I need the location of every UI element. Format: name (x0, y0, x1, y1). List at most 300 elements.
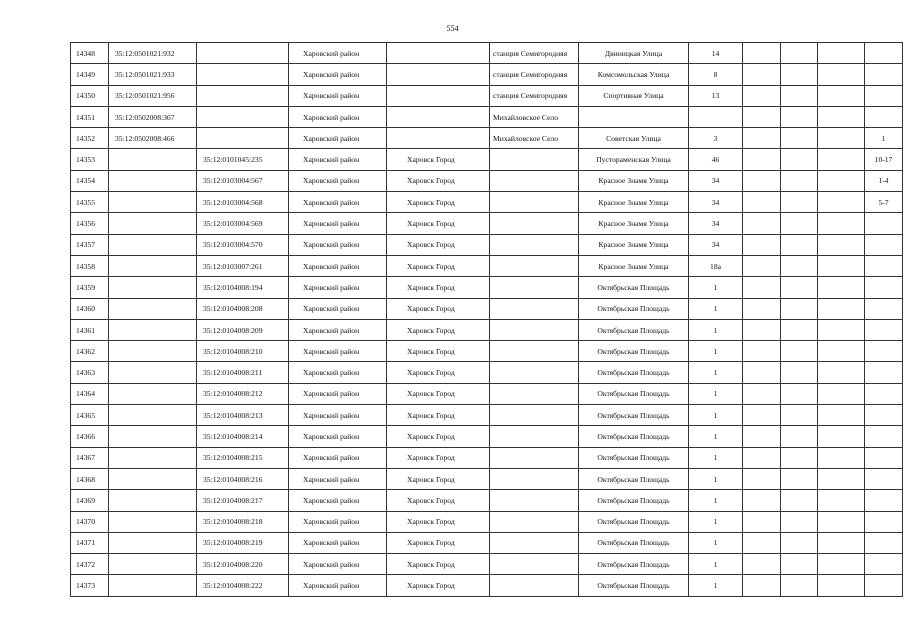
apartment-cell (865, 43, 903, 64)
house-number-cell: 18а (689, 255, 743, 276)
table-row (71, 43, 903, 64)
apartment-cell (865, 277, 903, 298)
table-row (71, 128, 903, 149)
street-cell: Комсомольская Улица (579, 64, 689, 85)
settlement-cell: станция Семигородняя (490, 85, 579, 106)
house-number-cell: 1 (689, 383, 743, 404)
street-cell: Октябрьская Площадь (579, 575, 689, 596)
block-cell (818, 64, 865, 85)
structure-cell (781, 298, 818, 319)
building-cell (743, 532, 781, 553)
settlement-cell (490, 149, 579, 170)
building-cell (743, 213, 781, 234)
apartment-cell (865, 213, 903, 234)
district-cell: Харовский район (289, 234, 387, 255)
city-cell: Харовск Город (387, 490, 490, 511)
structure-cell (781, 575, 818, 596)
building-cadastral-number-cell: 35:12:0104008:209 (197, 319, 289, 340)
row-number-cell: 14354 (71, 170, 109, 191)
city-cell: Харовск Город (387, 362, 490, 383)
cadastral-number-cell (109, 234, 197, 255)
row-number-cell: 14362 (71, 341, 109, 362)
block-cell (818, 341, 865, 362)
block-cell (818, 511, 865, 532)
table-row (71, 511, 903, 532)
row-number-cell: 14369 (71, 490, 109, 511)
house-number-cell: 1 (689, 277, 743, 298)
building-cadastral-number-cell: 35:12:0103004:567 (197, 170, 289, 191)
table-row (71, 298, 903, 319)
house-number-cell: 34 (689, 192, 743, 213)
building-cell (743, 170, 781, 191)
block-cell (818, 85, 865, 106)
house-number-cell: 3 (689, 128, 743, 149)
block-cell (818, 213, 865, 234)
table-row (71, 234, 903, 255)
city-cell: Харовск Город (387, 383, 490, 404)
table-row (71, 554, 903, 575)
house-number-cell: 1 (689, 362, 743, 383)
city-cell (387, 85, 490, 106)
district-cell: Харовский район (289, 255, 387, 276)
row-number-cell: 14349 (71, 64, 109, 85)
building-cadastral-number-cell: 35:12:0104008:214 (197, 426, 289, 447)
block-cell (818, 532, 865, 553)
district-cell: Харовский район (289, 213, 387, 234)
district-cell: Харовский район (289, 341, 387, 362)
apartment-cell (865, 468, 903, 489)
table-row (71, 341, 903, 362)
building-cadastral-number-cell (197, 106, 289, 127)
table-row (71, 213, 903, 234)
district-cell: Харовский район (289, 405, 387, 426)
district-cell: Харовский район (289, 511, 387, 532)
settlement-cell (490, 213, 579, 234)
house-number-cell (689, 106, 743, 127)
structure-cell (781, 277, 818, 298)
house-number-cell: 34 (689, 213, 743, 234)
street-cell: Октябрьская Площадь (579, 426, 689, 447)
street-cell: Октябрьская Площадь (579, 319, 689, 340)
house-number-cell: 1 (689, 532, 743, 553)
apartment-cell (865, 64, 903, 85)
city-cell: Харовск Город (387, 426, 490, 447)
district-cell: Харовский район (289, 85, 387, 106)
district-cell: Харовский район (289, 447, 387, 468)
building-cell (743, 447, 781, 468)
district-cell: Харовский район (289, 383, 387, 404)
district-cell: Харовский район (289, 362, 387, 383)
row-number-cell: 14372 (71, 554, 109, 575)
apartment-cell (865, 341, 903, 362)
house-number-cell: 1 (689, 554, 743, 575)
street-cell: Октябрьская Площадь (579, 490, 689, 511)
settlement-cell (490, 426, 579, 447)
row-number-cell: 14357 (71, 234, 109, 255)
row-number-cell: 14350 (71, 85, 109, 106)
building-cell (743, 426, 781, 447)
city-cell: Харовск Город (387, 447, 490, 468)
block-cell (818, 383, 865, 404)
street-cell: Спортивная Улица (579, 85, 689, 106)
table-row (71, 362, 903, 383)
building-cell (743, 192, 781, 213)
block-cell (818, 277, 865, 298)
house-number-cell: 1 (689, 341, 743, 362)
cadastral-number-cell (109, 405, 197, 426)
building-cell (743, 85, 781, 106)
settlement-cell (490, 362, 579, 383)
building-cadastral-number-cell (197, 85, 289, 106)
apartment-cell (865, 405, 903, 426)
street-cell: Октябрьская Площадь (579, 383, 689, 404)
row-number-cell: 14365 (71, 405, 109, 426)
apartment-cell: 1 (865, 128, 903, 149)
district-cell: Харовский район (289, 149, 387, 170)
settlement-cell (490, 170, 579, 191)
table-row (71, 575, 903, 596)
house-number-cell: 46 (689, 149, 743, 170)
row-number-cell: 14361 (71, 319, 109, 340)
structure-cell (781, 341, 818, 362)
building-cell (743, 362, 781, 383)
building-cell (743, 341, 781, 362)
building-cell (743, 277, 781, 298)
block-cell (818, 128, 865, 149)
table-row (71, 319, 903, 340)
row-number-cell: 14368 (71, 468, 109, 489)
district-cell: Харовский район (289, 490, 387, 511)
apartment-cell (865, 319, 903, 340)
settlement-cell (490, 341, 579, 362)
apartment-cell (865, 255, 903, 276)
city-cell: Харовск Город (387, 575, 490, 596)
building-cell (743, 383, 781, 404)
settlement-cell (490, 490, 579, 511)
table-row (71, 426, 903, 447)
table-row (71, 468, 903, 489)
structure-cell (781, 128, 818, 149)
house-number-cell: 14 (689, 43, 743, 64)
row-number-cell: 14356 (71, 213, 109, 234)
building-cadastral-number-cell: 35:12:0104008:212 (197, 383, 289, 404)
building-cell (743, 298, 781, 319)
building-cadastral-number-cell: 35:12:0103004:568 (197, 192, 289, 213)
city-cell: Харовск Город (387, 149, 490, 170)
structure-cell (781, 213, 818, 234)
table-row (71, 383, 903, 404)
structure-cell (781, 170, 818, 191)
city-cell: Харовск Город (387, 213, 490, 234)
street-cell: Красное Знамя Улица (579, 192, 689, 213)
street-cell: Октябрьская Площадь (579, 511, 689, 532)
street-cell: Октябрьская Площадь (579, 298, 689, 319)
block-cell (818, 43, 865, 64)
building-cadastral-number-cell: 35:12:0103004:569 (197, 213, 289, 234)
city-cell (387, 128, 490, 149)
cadastral-number-cell (109, 277, 197, 298)
house-number-cell: 1 (689, 405, 743, 426)
district-cell: Харовский район (289, 106, 387, 127)
cadastral-number-cell (109, 426, 197, 447)
settlement-cell (490, 575, 579, 596)
cadastral-number-cell (109, 298, 197, 319)
block-cell (818, 255, 865, 276)
settlement-cell (490, 319, 579, 340)
district-cell: Харовский район (289, 64, 387, 85)
cadastral-number-cell (109, 490, 197, 511)
street-cell: Октябрьская Площадь (579, 554, 689, 575)
street-cell: Октябрьская Площадь (579, 341, 689, 362)
table-row (71, 405, 903, 426)
block-cell (818, 192, 865, 213)
building-cell (743, 554, 781, 575)
structure-cell (781, 43, 818, 64)
apartment-cell (865, 447, 903, 468)
apartment-cell: 1-4 (865, 170, 903, 191)
district-cell: Харовский район (289, 575, 387, 596)
city-cell: Харовск Город (387, 405, 490, 426)
block-cell (818, 405, 865, 426)
building-cell (743, 319, 781, 340)
settlement-cell (490, 255, 579, 276)
cadastral-number-cell (109, 255, 197, 276)
structure-cell (781, 362, 818, 383)
district-cell: Харовский район (289, 298, 387, 319)
building-cadastral-number-cell: 35:12:0104008:222 (197, 575, 289, 596)
block-cell (818, 554, 865, 575)
building-cadastral-number-cell: 35:12:0104008:215 (197, 447, 289, 468)
row-number-cell: 14355 (71, 192, 109, 213)
settlement-cell (490, 405, 579, 426)
table-row (71, 192, 903, 213)
apartment-cell (865, 554, 903, 575)
row-number-cell: 14352 (71, 128, 109, 149)
building-cadastral-number-cell: 35:12:0104008:219 (197, 532, 289, 553)
cadastral-number-cell (109, 532, 197, 553)
settlement-cell (490, 234, 579, 255)
cadastral-number-cell (109, 362, 197, 383)
registry-body (71, 43, 903, 597)
city-cell (387, 64, 490, 85)
street-cell: Пустораменская Улица (579, 149, 689, 170)
city-cell: Харовск Город (387, 234, 490, 255)
district-cell: Харовский район (289, 192, 387, 213)
table-row (71, 255, 903, 276)
apartment-cell (865, 532, 903, 553)
house-number-cell: 1 (689, 575, 743, 596)
building-cell (743, 511, 781, 532)
building-cell (743, 106, 781, 127)
structure-cell (781, 106, 818, 127)
street-cell: Двиницкая Улица (579, 43, 689, 64)
cadastral-number-cell (109, 511, 197, 532)
district-cell: Харовский район (289, 554, 387, 575)
apartment-cell: 5-7 (865, 192, 903, 213)
street-cell: Октябрьская Площадь (579, 532, 689, 553)
building-cadastral-number-cell: 35:12:0104008:213 (197, 405, 289, 426)
street-cell: Октябрьская Площадь (579, 405, 689, 426)
city-cell: Харовск Город (387, 319, 490, 340)
table-row (71, 490, 903, 511)
building-cadastral-number-cell: 35:12:0103004:570 (197, 234, 289, 255)
settlement-cell: станция Семигородняя (490, 64, 579, 85)
house-number-cell: 34 (689, 170, 743, 191)
street-cell: Октябрьская Площадь (579, 362, 689, 383)
city-cell: Харовск Город (387, 468, 490, 489)
cadastral-number-cell: 35:12:0501021:932 (109, 43, 197, 64)
city-cell: Харовск Город (387, 298, 490, 319)
structure-cell (781, 554, 818, 575)
settlement-cell (490, 532, 579, 553)
house-number-cell: 13 (689, 85, 743, 106)
building-cadastral-number-cell: 35:12:0104008:216 (197, 468, 289, 489)
apartment-cell (865, 426, 903, 447)
house-number-cell: 1 (689, 298, 743, 319)
row-number-cell: 14371 (71, 532, 109, 553)
structure-cell (781, 490, 818, 511)
building-cadastral-number-cell: 35:12:0104008:220 (197, 554, 289, 575)
city-cell: Харовск Город (387, 277, 490, 298)
structure-cell (781, 149, 818, 170)
settlement-cell (490, 383, 579, 404)
city-cell: Харовск Город (387, 532, 490, 553)
property-registry-table (70, 42, 903, 597)
settlement-cell (490, 554, 579, 575)
settlement-cell: Михайловское Село (490, 128, 579, 149)
block-cell (818, 490, 865, 511)
building-cell (743, 468, 781, 489)
structure-cell (781, 405, 818, 426)
row-number-cell: 14373 (71, 575, 109, 596)
settlement-cell (490, 298, 579, 319)
building-cell (743, 64, 781, 85)
cadastral-number-cell: 35:12:0502008:466 (109, 128, 197, 149)
street-cell: Красное Знамя Улица (579, 170, 689, 191)
cadastral-number-cell (109, 554, 197, 575)
apartment-cell (865, 298, 903, 319)
city-cell: Харовск Город (387, 170, 490, 191)
building-cadastral-number-cell (197, 64, 289, 85)
building-cell (743, 575, 781, 596)
table-row (71, 106, 903, 127)
street-cell: Красное Знамя Улица (579, 255, 689, 276)
cadastral-number-cell (109, 149, 197, 170)
table-row (71, 85, 903, 106)
district-cell: Харовский район (289, 319, 387, 340)
block-cell (818, 149, 865, 170)
cadastral-number-cell (109, 383, 197, 404)
structure-cell (781, 447, 818, 468)
structure-cell (781, 468, 818, 489)
cadastral-number-cell (109, 341, 197, 362)
apartment-cell (865, 234, 903, 255)
row-number-cell: 14351 (71, 106, 109, 127)
structure-cell (781, 511, 818, 532)
block-cell (818, 575, 865, 596)
block-cell (818, 106, 865, 127)
building-cadastral-number-cell: 35:12:0104008:217 (197, 490, 289, 511)
settlement-cell (490, 468, 579, 489)
structure-cell (781, 255, 818, 276)
house-number-cell: 34 (689, 234, 743, 255)
district-cell: Харовский район (289, 170, 387, 191)
table-row (71, 532, 903, 553)
settlement-cell: станция Семигородняя (490, 43, 579, 64)
structure-cell (781, 532, 818, 553)
row-number-cell: 14364 (71, 383, 109, 404)
cadastral-number-cell (109, 468, 197, 489)
city-cell: Харовск Город (387, 255, 490, 276)
house-number-cell: 1 (689, 319, 743, 340)
city-cell: Харовск Город (387, 192, 490, 213)
city-cell: Харовск Город (387, 554, 490, 575)
cadastral-number-cell (109, 192, 197, 213)
table-row (71, 170, 903, 191)
apartment-cell (865, 575, 903, 596)
apartment-cell (865, 383, 903, 404)
row-number-cell: 14360 (71, 298, 109, 319)
building-cell (743, 234, 781, 255)
cadastral-number-cell (109, 170, 197, 191)
structure-cell (781, 234, 818, 255)
page-number: 554 (446, 24, 459, 33)
district-cell: Харовский район (289, 532, 387, 553)
city-cell (387, 43, 490, 64)
structure-cell (781, 383, 818, 404)
row-number-cell: 14359 (71, 277, 109, 298)
row-number-cell: 14363 (71, 362, 109, 383)
district-cell: Харовский район (289, 277, 387, 298)
block-cell (818, 468, 865, 489)
structure-cell (781, 426, 818, 447)
row-number-cell: 14370 (71, 511, 109, 532)
settlement-cell (490, 447, 579, 468)
block-cell (818, 234, 865, 255)
building-cell (743, 128, 781, 149)
settlement-cell (490, 511, 579, 532)
building-cadastral-number-cell (197, 128, 289, 149)
row-number-cell: 14353 (71, 149, 109, 170)
building-cell (743, 405, 781, 426)
street-cell: Октябрьская Площадь (579, 447, 689, 468)
table-row (71, 149, 903, 170)
street-cell: Красное Знамя Улица (579, 213, 689, 234)
block-cell (818, 298, 865, 319)
building-cell (743, 149, 781, 170)
block-cell (818, 362, 865, 383)
row-number-cell: 14366 (71, 426, 109, 447)
cadastral-number-cell: 35:12:0501021:956 (109, 85, 197, 106)
building-cell (743, 490, 781, 511)
cadastral-number-cell (109, 447, 197, 468)
house-number-cell: 1 (689, 468, 743, 489)
street-cell: Красное Знамя Улица (579, 234, 689, 255)
apartment-cell (865, 511, 903, 532)
block-cell (818, 319, 865, 340)
structure-cell (781, 319, 818, 340)
building-cadastral-number-cell: 35:12:0103007:261 (197, 255, 289, 276)
table-row (71, 277, 903, 298)
building-cell (743, 43, 781, 64)
house-number-cell: 1 (689, 490, 743, 511)
structure-cell (781, 85, 818, 106)
row-number-cell: 14367 (71, 447, 109, 468)
apartment-cell (865, 490, 903, 511)
apartment-cell (865, 362, 903, 383)
row-number-cell: 14348 (71, 43, 109, 64)
apartment-cell (865, 106, 903, 127)
